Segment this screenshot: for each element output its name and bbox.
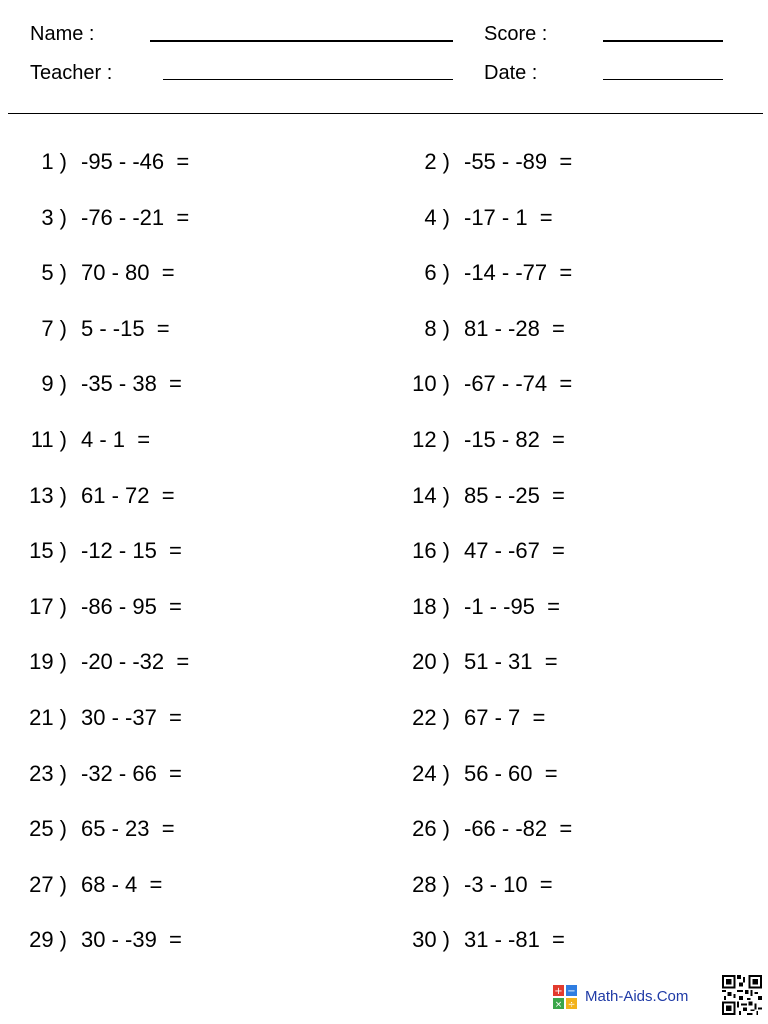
name-line xyxy=(150,40,453,42)
problem-7 xyxy=(15,314,170,344)
problem-expression: -14 - -77 = xyxy=(464,260,573,285)
problem-expression: -35 - 38 = xyxy=(81,371,182,396)
problem-9 xyxy=(15,369,182,399)
score-line xyxy=(603,40,723,42)
problem-expression: -55 - -89 = xyxy=(464,149,573,174)
problem-29 xyxy=(15,925,182,955)
problem-17 xyxy=(15,592,182,622)
problem-19 xyxy=(15,647,189,677)
problem-25 xyxy=(15,814,175,844)
problem-expression: 30 - -39 = xyxy=(81,927,182,952)
problem-number: 14 ) xyxy=(412,483,450,508)
problem-number: 4 ) xyxy=(424,205,450,230)
problem-number: 26 ) xyxy=(412,816,450,841)
problem-expression: 68 - 4 = xyxy=(81,872,163,897)
svg-text:×: × xyxy=(554,1000,563,1009)
problem-number: 8 ) xyxy=(424,316,450,341)
problem-5 xyxy=(15,258,175,288)
problem-number: 18 ) xyxy=(412,594,450,619)
problem-number: 27 ) xyxy=(29,872,67,897)
problem-number: 13 ) xyxy=(29,483,67,508)
problem-number: 30 ) xyxy=(412,927,450,952)
problem-number: 29 ) xyxy=(29,927,67,952)
problem-expression: -12 - 15 = xyxy=(81,538,182,563)
problem-number: 1 ) xyxy=(41,149,67,174)
problem-expression: 70 - 80 = xyxy=(81,260,175,285)
problem-number: 11 ) xyxy=(30,427,67,452)
problem-4 xyxy=(398,203,553,233)
date-line xyxy=(603,79,723,80)
problem-16 xyxy=(398,536,565,566)
problem-3 xyxy=(15,203,189,233)
problem-14 xyxy=(398,481,565,511)
problem-18 xyxy=(398,592,560,622)
problem-expression: -3 - 10 = xyxy=(464,872,553,897)
problem-26 xyxy=(398,814,572,844)
problem-expression: 85 - -25 = xyxy=(464,483,565,508)
svg-text:÷: ÷ xyxy=(567,1000,576,1009)
problem-expression: 61 - 72 = xyxy=(81,483,175,508)
problem-number: 25 ) xyxy=(29,816,67,841)
problem-expression: 5 - -15 = xyxy=(81,316,170,341)
problem-number: 3 ) xyxy=(41,205,67,230)
problem-6 xyxy=(398,258,572,288)
problem-21 xyxy=(15,703,182,733)
problem-30 xyxy=(398,925,565,955)
problem-24 xyxy=(398,759,558,789)
problem-number: 9 ) xyxy=(41,371,67,396)
problem-number: 15 ) xyxy=(29,538,67,563)
problem-28 xyxy=(398,870,553,900)
problem-11 xyxy=(15,425,150,455)
problem-22 xyxy=(398,703,545,733)
problem-expression: -15 - 82 = xyxy=(464,427,565,452)
problem-23 xyxy=(15,759,182,789)
problem-expression: -86 - 95 = xyxy=(81,594,182,619)
problem-expression: -66 - -82 = xyxy=(464,816,573,841)
problem-13 xyxy=(15,481,175,511)
problem-expression: 51 - 31 = xyxy=(464,649,558,674)
problem-expression: 47 - -67 = xyxy=(464,538,565,563)
problem-number: 16 ) xyxy=(412,538,450,563)
problem-20 xyxy=(398,647,558,677)
problem-expression: 81 - -28 = xyxy=(464,316,565,341)
problem-expression: 56 - 60 = xyxy=(464,761,558,786)
problem-number: 20 ) xyxy=(412,649,450,674)
problem-number: 24 ) xyxy=(412,761,450,786)
date-label: Date : xyxy=(484,62,538,84)
problem-expression: -76 - -21 = xyxy=(81,205,190,230)
qr-code-icon xyxy=(722,975,762,1015)
problem-number: 10 ) xyxy=(412,371,450,396)
problem-expression: -95 - -46 = xyxy=(81,149,190,174)
teacher-line xyxy=(163,79,453,80)
problem-expression: 31 - -81 = xyxy=(464,927,565,952)
problem-10 xyxy=(398,369,572,399)
score-label: Score : xyxy=(484,23,548,45)
problem-number: 12 ) xyxy=(412,427,450,452)
problem-number: 19 ) xyxy=(29,649,67,674)
problem-number: 28 ) xyxy=(412,872,450,897)
problem-15 xyxy=(15,536,182,566)
problem-2 xyxy=(398,147,572,177)
problem-12 xyxy=(398,425,565,455)
problem-expression: -17 - 1 = xyxy=(464,205,553,230)
problem-expression: -1 - -95 = xyxy=(464,594,560,619)
teacher-label: Teacher : xyxy=(30,62,113,84)
problem-number: 2 ) xyxy=(424,149,450,174)
problem-expression: 67 - 7 = xyxy=(464,705,546,730)
svg-text:−: − xyxy=(567,986,576,997)
problem-number: 7 ) xyxy=(41,316,67,341)
problem-1 xyxy=(15,147,189,177)
math-aids-logo-icon xyxy=(553,985,577,1009)
problem-number: 6 ) xyxy=(424,260,450,285)
problem-expression: 4 - 1 = xyxy=(81,427,151,452)
problem-number: 21 ) xyxy=(29,705,67,730)
header-divider xyxy=(8,113,763,114)
problem-number: 17 ) xyxy=(29,594,67,619)
problem-27 xyxy=(15,870,162,900)
problem-expression: -67 - -74 = xyxy=(464,371,573,396)
problem-8 xyxy=(398,314,565,344)
site-link[interactable]: Math-Aids.Com xyxy=(585,988,689,1005)
name-label: Name : xyxy=(30,23,95,45)
problem-number: 5 ) xyxy=(41,260,67,285)
problem-expression: -32 - 66 = xyxy=(81,761,182,786)
problem-expression: -20 - -32 = xyxy=(81,649,190,674)
problem-number: 23 ) xyxy=(29,761,67,786)
problem-expression: 30 - -37 = xyxy=(81,705,182,730)
svg-text:+: + xyxy=(554,986,563,997)
problem-number: 22 ) xyxy=(412,705,450,730)
problem-expression: 65 - 23 = xyxy=(81,816,175,841)
